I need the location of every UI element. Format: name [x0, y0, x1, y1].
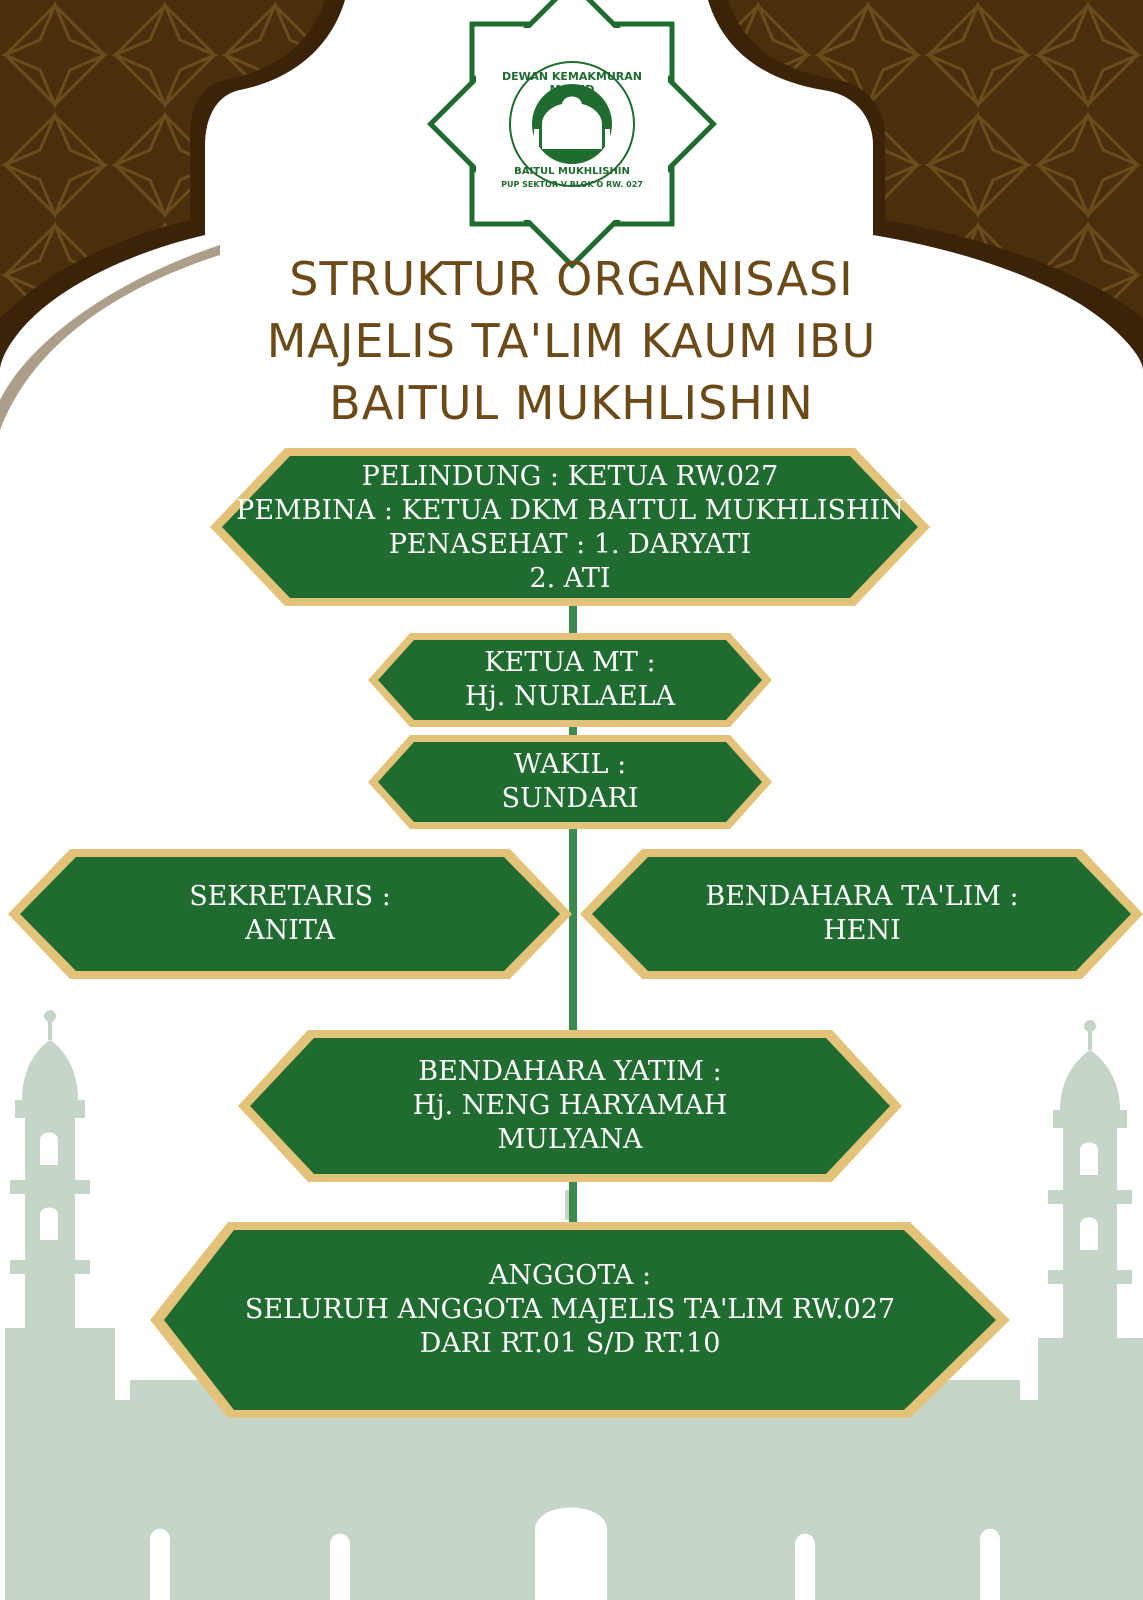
title-line-3: BAITUL MUKHLISHIN — [329, 376, 814, 430]
treasurer-orphan-label: BENDAHARA YATIM : — [418, 1056, 722, 1087]
patron-line-1: PELINDUNG : KETUA RW.027 — [361, 461, 779, 492]
chair-box — [400, 640, 740, 720]
treasurer-talim-name: HENI — [823, 915, 901, 946]
secretary-box — [60, 857, 520, 971]
title-line-2: MAJELIS TA'LIM KAUM IBU — [266, 314, 877, 368]
logo-bottom-line2: PUP SEKTOR V BLOK O RW. 027 — [501, 180, 643, 189]
vice-label: WAKIL : — [513, 749, 627, 780]
patron-line-4: 2. ATI — [529, 563, 611, 594]
members-label: ANGGOTA : — [488, 1260, 652, 1291]
members-box — [200, 1250, 940, 1370]
treasurer-orphan-box — [290, 1038, 850, 1174]
vice-box — [400, 742, 740, 822]
chair-name: Hj. NURLAELA — [464, 681, 676, 712]
logo-top-text: DEWAN KEMAKMURAN MASJID — [502, 70, 642, 96]
patron-box — [230, 460, 910, 596]
logo-bottom-line1: BAITUL MUKHLISHIN — [514, 166, 630, 177]
treasurer-talim-label: BENDAHARA TA'LIM : — [705, 881, 1019, 912]
patron-line-2: PEMBINA : KETUA DKM BAITUL MUKHLISHIN — [236, 495, 904, 526]
title-line-1: STRUKTUR ORGANISASI — [289, 252, 854, 306]
dkm-logo — [431, 0, 714, 265]
members-line-3: DARI RT.01 S/D RT.10 — [419, 1328, 721, 1359]
treasurer-orphan-name-2: MULYANA — [497, 1124, 643, 1155]
treasurer-orphan-name-1: Hj. NENG HARYAMAH — [412, 1090, 728, 1121]
members-line-2: SELURUH ANGGOTA MAJELIS TA'LIM RW.027 — [244, 1294, 896, 1325]
patron-line-3: PENASEHAT : 1. DARYATI — [388, 529, 752, 560]
secretary-label: SEKRETARIS : — [189, 881, 391, 912]
treasurer-talim-box — [632, 857, 1092, 971]
secretary-name: ANITA — [245, 915, 335, 946]
chair-label: KETUA MT : — [484, 647, 656, 678]
vice-name: SUNDARI — [501, 783, 639, 814]
